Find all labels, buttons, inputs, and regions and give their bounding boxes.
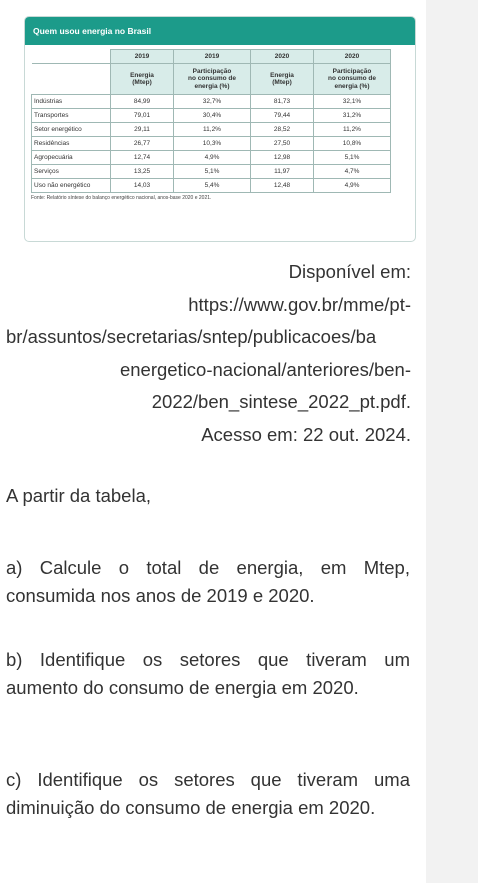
column-header: Participação no consumo de energia (%) <box>314 64 391 95</box>
table-row <box>32 137 391 151</box>
energy-2020-cell: 11,97 <box>251 165 314 179</box>
column-header: Energia (Mtep) <box>111 64 174 95</box>
citation <box>0 256 426 451</box>
table-row <box>32 179 391 193</box>
table-row <box>32 109 391 123</box>
share-2020-cell: 5,1% <box>314 151 391 165</box>
citation-link-line: energetico-nacional/anteriores/ben- <box>119 358 411 380</box>
year-header: 2020 <box>314 50 391 64</box>
sector-cell: Transportes <box>32 109 111 123</box>
table-source: Fonte: Relatório síntese do balanço energético nacional, anos-base 2020 e 2021. <box>31 195 212 201</box>
year-header: 2020 <box>251 50 314 64</box>
energy-2020-cell: 27,50 <box>251 137 314 151</box>
share-2020-cell: 4,9% <box>314 179 391 193</box>
sector-cell: Agropecuária <box>32 151 111 165</box>
share-2019-cell: 5,4% <box>174 179 251 193</box>
share-2019-cell: 5,1% <box>174 165 251 179</box>
citation-access-date: Acesso em: 22 out. 2024. <box>201 423 411 445</box>
energy-2020-cell: 12,98 <box>251 151 314 165</box>
energy-2019-cell: 29,11 <box>111 123 174 137</box>
share-2019-cell: 30,4% <box>174 109 251 123</box>
column-header: Energia (Mtep) <box>251 64 314 95</box>
table-corner <box>32 64 111 95</box>
share-2019-cell: 32,7% <box>174 95 251 109</box>
year-header: 2019 <box>174 50 251 64</box>
share-2020-cell: 31,2% <box>314 109 391 123</box>
sector-cell: Serviços <box>32 165 111 179</box>
questions-intro: A partir da tabela, <box>6 485 152 506</box>
right-side-panel <box>426 0 478 883</box>
sector-cell: Residências <box>32 137 111 151</box>
question-c: c) Identifique os setores que tiveram uma diminuição do consumo de energia em 2020. <box>6 769 410 818</box>
energy-2019-cell: 14,03 <box>111 179 174 193</box>
energy-2020-cell: 81,73 <box>251 95 314 109</box>
sector-cell: Uso não energético <box>32 179 111 193</box>
citation-link-line: 2022/ben_sintese_2022_pt.pdf. <box>151 391 411 412</box>
energy-2019-cell: 84,99 <box>111 95 174 109</box>
citation-link-line: br/assuntos/secretarias/sntep/publicacoes/ba <box>6 326 377 347</box>
share-2019-cell: 4,9% <box>174 151 251 165</box>
energy-2020-cell: 79,44 <box>251 109 314 123</box>
share-2020-cell: 10,8% <box>314 137 391 151</box>
citation-line: Disponível em: <box>288 261 411 282</box>
share-2020-cell: 32,1% <box>314 95 391 109</box>
sector-cell: Setor energético <box>32 123 111 137</box>
table-title: Quem usou energia no Brasil <box>25 17 415 45</box>
table-row <box>32 165 391 179</box>
share-2020-cell: 4,7% <box>314 165 391 179</box>
share-2019-cell: 11,2% <box>174 123 251 137</box>
question-b: b) Identifique os setores que tiveram um aumento do consumo de energia em 2020. <box>6 649 410 698</box>
sector-cell: Indústrias <box>32 95 111 109</box>
energy-2019-cell: 26,77 <box>111 137 174 151</box>
table-corner <box>32 50 111 64</box>
question-a: a) Calcule o total de energia, em Mtep, consumida nos anos de 2019 e 2020. <box>6 557 410 606</box>
energy-table-card <box>24 16 416 242</box>
column-header: Participação no consumo de energia (%) <box>174 64 251 95</box>
share-2020-cell: 11,2% <box>314 123 391 137</box>
energy-2019-cell: 12,74 <box>111 151 174 165</box>
share-2019-cell: 10,3% <box>174 137 251 151</box>
energy-2019-cell: 79,01 <box>111 109 174 123</box>
table-row <box>32 123 391 137</box>
year-header: 2019 <box>111 50 174 64</box>
energy-table <box>31 49 391 193</box>
energy-2020-cell: 12,48 <box>251 179 314 193</box>
table-row <box>32 95 391 109</box>
table-row <box>32 151 391 165</box>
citation-link-line: https://www.gov.br/mme/pt- <box>188 293 411 315</box>
energy-2020-cell: 28,52 <box>251 123 314 137</box>
energy-2019-cell: 13,25 <box>111 165 174 179</box>
